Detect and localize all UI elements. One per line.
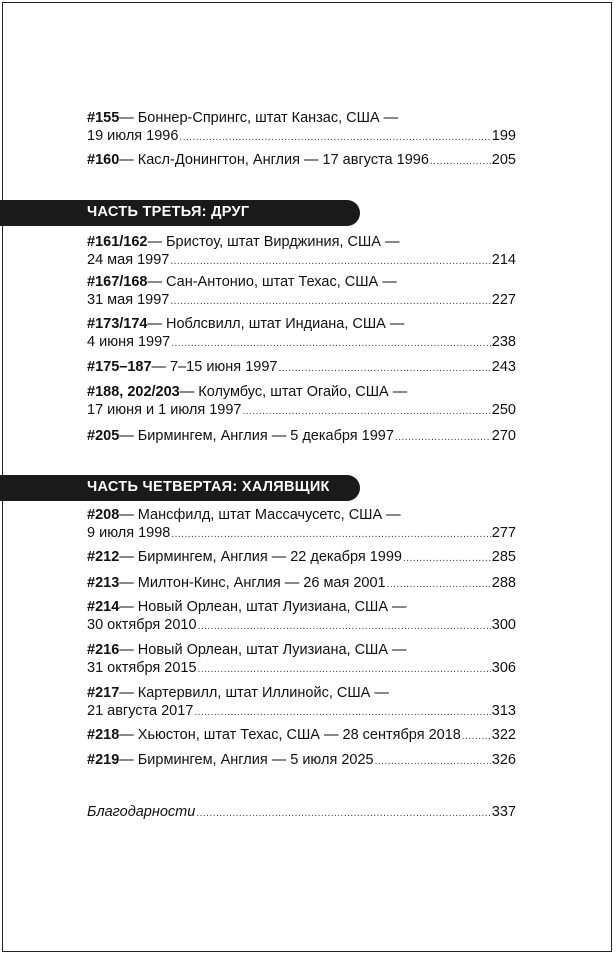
entry-date: 17 июня и 1 июля 1997 — [87, 402, 242, 418]
entry-number: #188, 202/203 — [87, 384, 180, 400]
entry-number: #205 — [87, 428, 120, 444]
dot-leader — [171, 335, 491, 353]
entry-date: 30 октября 2010 — [87, 617, 197, 633]
entry-date: 24 мая 1997 — [87, 252, 170, 268]
dot-leader — [395, 429, 491, 447]
entry-title: — Сан-Антонио, штат Техас, США — — [147, 274, 397, 290]
entry-title: — Хьюстон, штат Техас, США — 28 сентября 2018 — [119, 727, 461, 743]
entry-number: #213 — [87, 575, 120, 591]
toc-entry-212[interactable] — [87, 548, 516, 568]
toc-entry-208[interactable] — [87, 506, 516, 544]
entry-title: — Касл-Донингтон, Англия — 17 августа 1996 — [119, 152, 429, 168]
dot-leader — [170, 293, 490, 311]
entry-number: #155 — [87, 110, 120, 126]
toc-entry-217[interactable] — [87, 684, 516, 722]
entry-number: #160 — [87, 152, 120, 168]
dot-leader — [278, 360, 490, 378]
entry-number: #218 — [87, 727, 120, 743]
toc-entry-160[interactable] — [87, 151, 516, 171]
dot-leader — [243, 403, 491, 421]
entry-date: 19 июля 1996 — [87, 128, 179, 144]
toc-entry-188[interactable] — [87, 383, 516, 421]
entry-number: #175–187 — [87, 359, 152, 375]
toc-entry-218[interactable] — [87, 726, 516, 746]
entry-date: 21 августа 2017 — [87, 703, 194, 719]
page-number: 205 — [491, 152, 516, 168]
page-number: 238 — [491, 334, 516, 350]
page-number: 214 — [491, 252, 516, 268]
dot-leader — [194, 704, 490, 722]
page-number: 227 — [491, 292, 516, 308]
dot-leader — [170, 253, 490, 271]
entry-title: — Бирмингем, Англия — 5 июля 2025 — [119, 752, 374, 768]
toc-entry-214[interactable] — [87, 598, 516, 636]
page-number: 288 — [491, 575, 516, 591]
entry-title: — Милтон-Кинс, Англия — 26 мая 2001 — [119, 575, 386, 591]
page-number: 285 — [491, 549, 516, 565]
entry-title: — Ноблсвилл, штат Индиана, США — — [147, 316, 405, 332]
toc-entry-acknowledgements[interactable] — [87, 803, 516, 823]
toc-entry-219[interactable] — [87, 751, 516, 771]
entry-title: Благодарности — [87, 804, 196, 820]
dot-leader — [198, 661, 491, 679]
dot-leader — [196, 805, 490, 823]
part-four-header[interactable] — [0, 475, 360, 501]
entry-title: — Колумбус, штат Огайо, США — — [179, 384, 408, 400]
toc-entry-155[interactable] — [87, 109, 516, 147]
entry-number: #212 — [87, 549, 120, 565]
entry-title: — Картервилл, штат Иллинойс, США — — [119, 685, 389, 701]
dot-leader — [403, 550, 491, 568]
page-number: 270 — [491, 428, 516, 444]
page-number: 250 — [491, 402, 516, 418]
page-number: 300 — [491, 617, 516, 633]
entry-title: — Бирмингем, Англия — 22 декабря 1999 — [119, 549, 402, 565]
entry-number: #161/162 — [87, 234, 148, 250]
toc-entry-167[interactable] — [87, 273, 516, 311]
entry-title: — Мансфилд, штат Массачусетс, США — — [119, 507, 401, 523]
dot-leader — [179, 129, 490, 147]
entry-date: 4 июня 1997 — [87, 334, 171, 350]
page-number: 306 — [491, 660, 516, 676]
toc-entry-175[interactable] — [87, 358, 516, 378]
entry-title: — Бристоу, штат Вирджиния, США — — [147, 234, 400, 250]
entry-title: — Боннер-Спрингс, штат Канзас, США — — [119, 110, 399, 126]
page-number: 322 — [491, 727, 516, 743]
part-title: ЧАСТЬ ЧЕТВЕРТАЯ: ХАЛЯВЩИК — [87, 479, 330, 495]
entry-number: #219 — [87, 752, 120, 768]
toc-entry-205[interactable] — [87, 427, 516, 447]
toc-entry-161[interactable] — [87, 233, 516, 271]
entry-title: — Новый Орлеан, штат Луизиана, США — — [119, 642, 407, 658]
entry-title: — Бирмингем, Англия — 5 декабря 1997 — [119, 428, 394, 444]
entry-title: — 7–15 июня 1997 — [151, 359, 278, 375]
dot-leader — [375, 753, 491, 771]
entry-number: #216 — [87, 642, 120, 658]
entry-date: 31 мая 1997 — [87, 292, 170, 308]
part-title: ЧАСТЬ ТРЕТЬЯ: ДРУГ — [87, 204, 250, 220]
toc-entry-173[interactable] — [87, 315, 516, 353]
page-number: 313 — [491, 703, 516, 719]
entry-title: — Новый Орлеан, штат Луизиана, США — — [119, 599, 407, 615]
entry-number: #214 — [87, 599, 120, 615]
dot-leader — [171, 526, 490, 544]
entry-date: 31 октября 2015 — [87, 660, 197, 676]
entry-number: #173/174 — [87, 316, 148, 332]
page-number: 326 — [491, 752, 516, 768]
page-number: 337 — [491, 804, 516, 820]
page-number: 243 — [491, 359, 516, 375]
dot-leader — [198, 618, 491, 636]
dot-leader — [387, 576, 491, 594]
entry-number: #217 — [87, 685, 120, 701]
entry-number: #167/168 — [87, 274, 148, 290]
part-three-header[interactable] — [0, 200, 360, 226]
entry-date: 9 июля 1998 — [87, 525, 171, 541]
page-number: 199 — [491, 128, 516, 144]
dot-leader — [430, 153, 491, 171]
toc-entry-213[interactable] — [87, 574, 516, 594]
toc-entry-216[interactable] — [87, 641, 516, 679]
dot-leader — [462, 728, 491, 746]
page-number: 277 — [491, 525, 516, 541]
entry-number: #208 — [87, 507, 120, 523]
